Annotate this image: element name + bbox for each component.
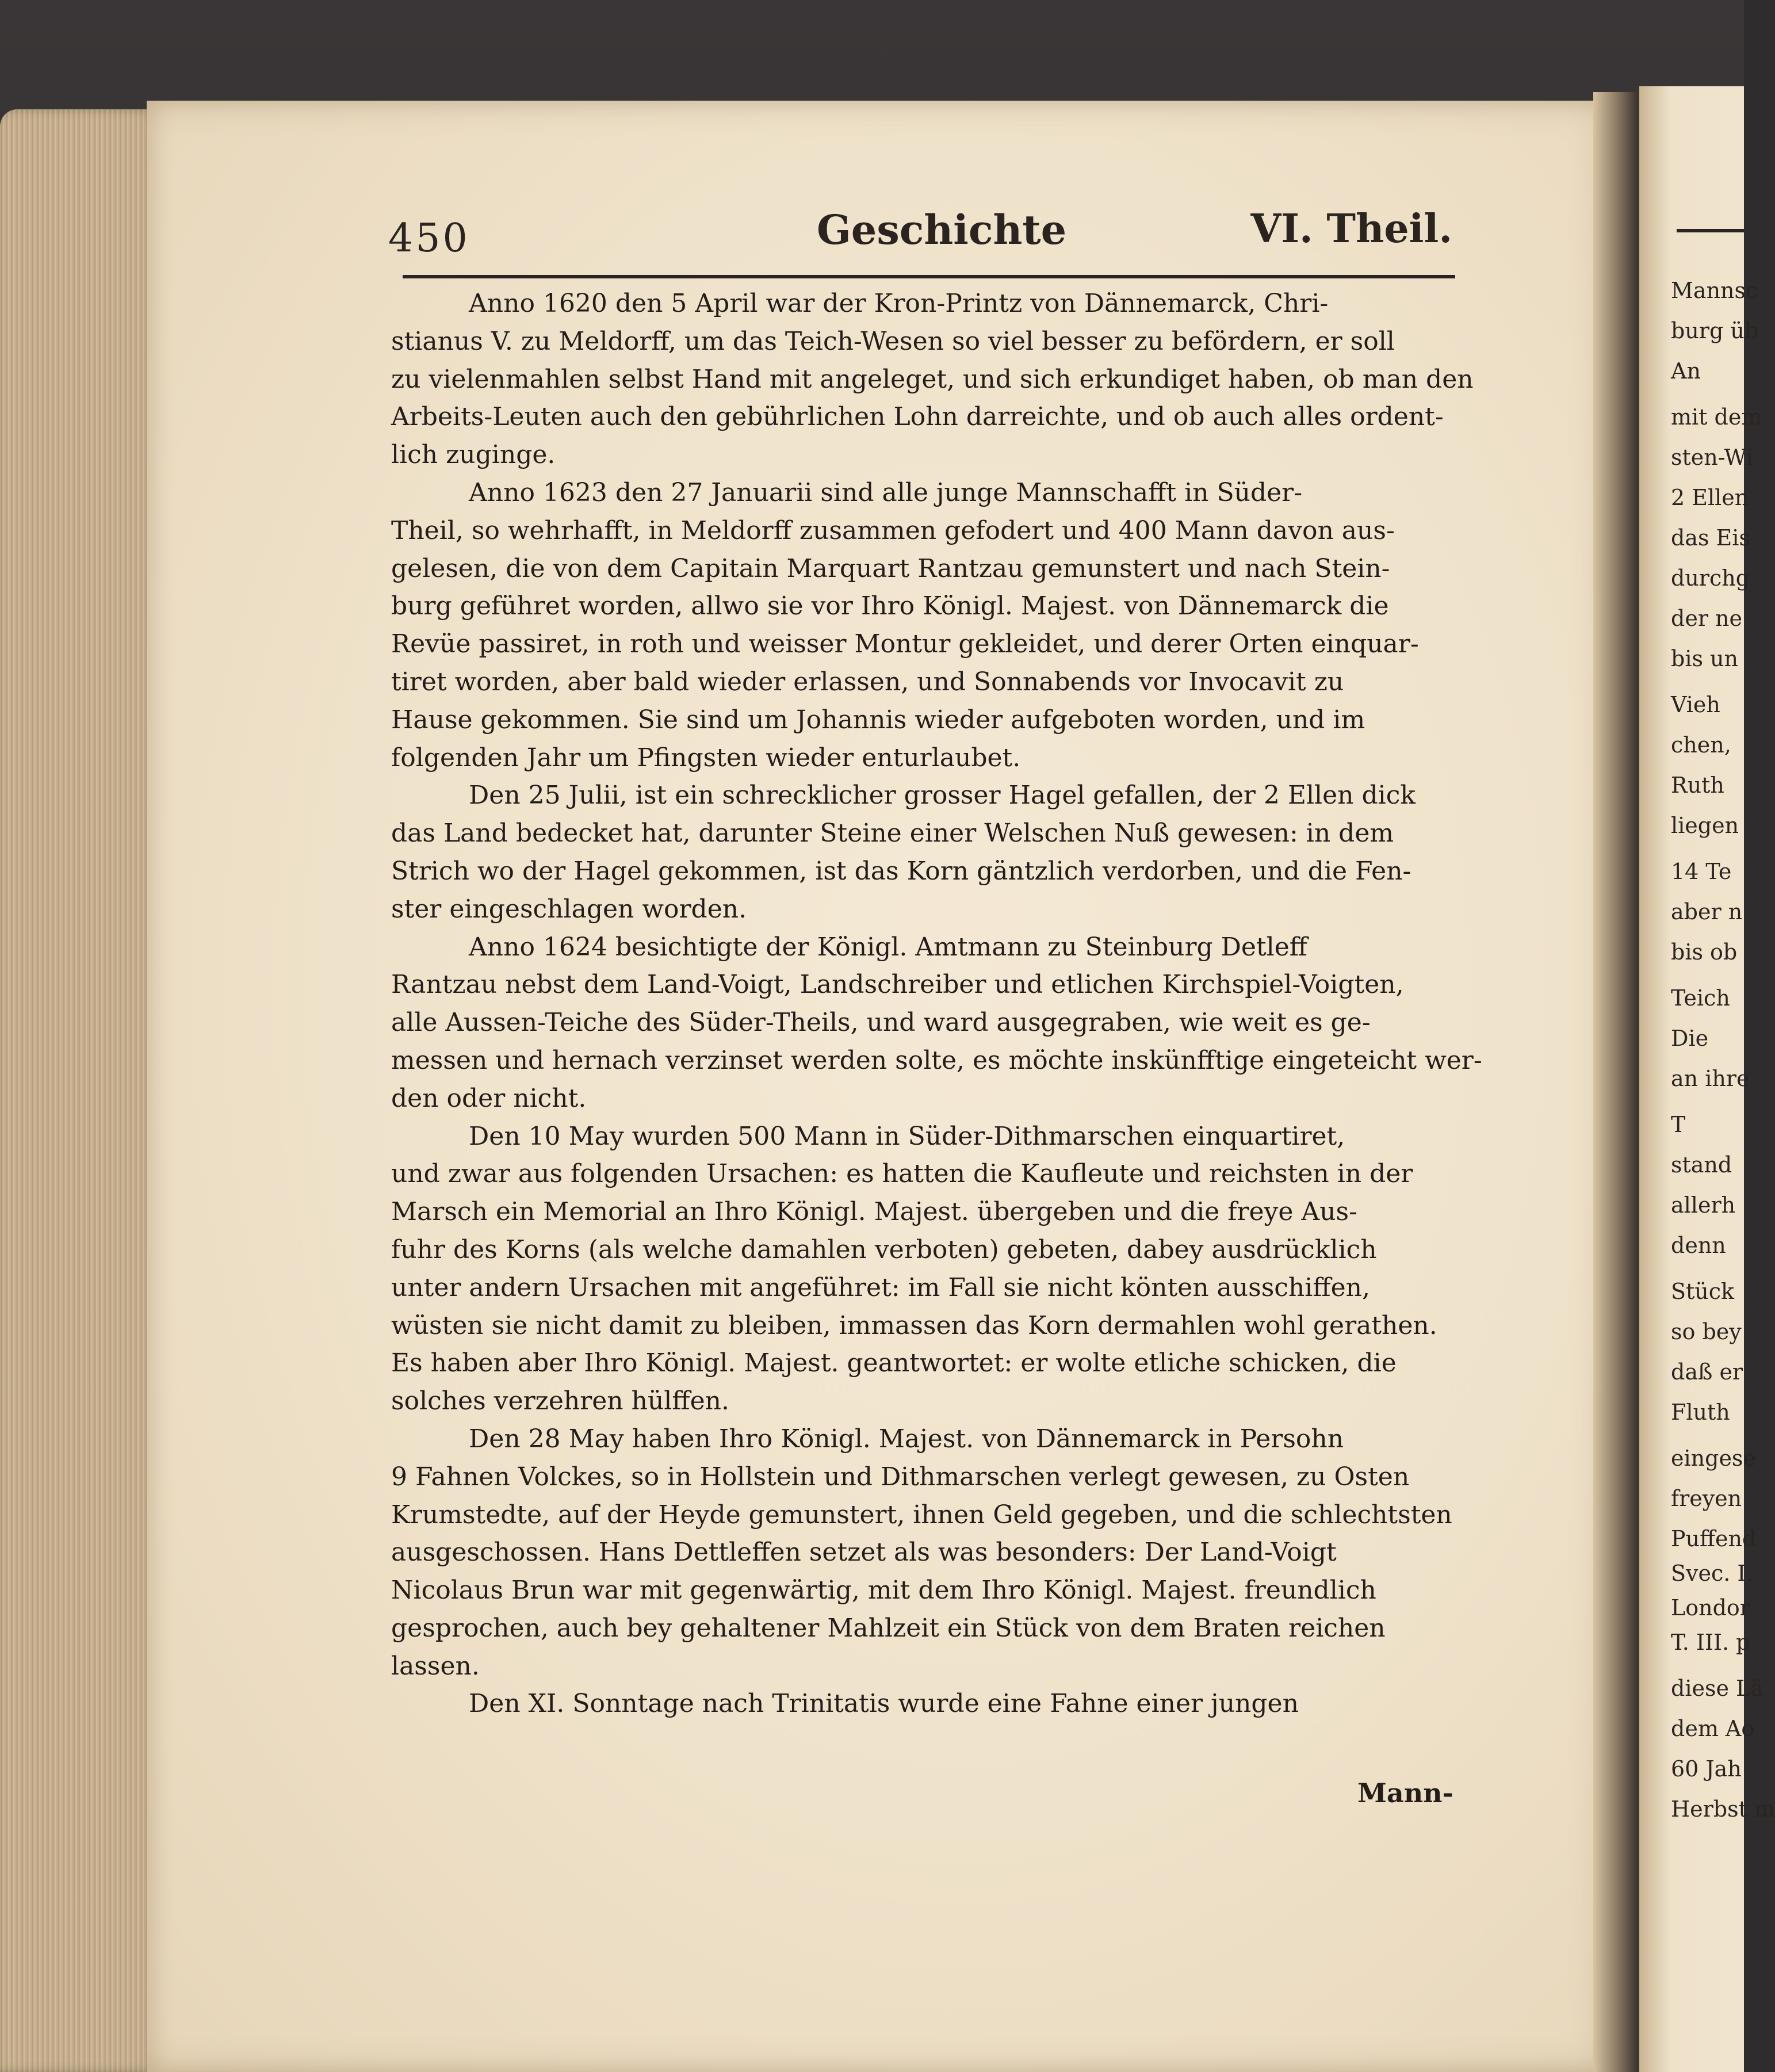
text-line: fuhr des Korns (als welche damahlen verboten) gebeten, dabey ausdrücklich xyxy=(391,1234,1377,1264)
text-line: wüsten sie nicht damit zu bleiben, immassen das Korn dermahlen wohl gerathen. xyxy=(391,1310,1437,1340)
facing-line: freyen xyxy=(1671,1486,1742,1511)
text-line: Hause gekommen. Sie sind um Johannis wieder aufgeboten worden, und im xyxy=(391,705,1365,735)
text-line: folgenden Jahr um Pfingsten wieder enturlaubet. xyxy=(391,743,1021,773)
text-line: alle Aussen-Teiche des Süder-Theils, und ward ausgegraben, wie weit es ge- xyxy=(391,1008,1371,1038)
facing-line: so bey xyxy=(1671,1319,1742,1344)
text-line: Marsch ein Memorial an Ihro Königl. Majest. übergeben und die freye Aus- xyxy=(391,1197,1357,1227)
facing-line: Londor xyxy=(1671,1595,1750,1620)
text-line: Es haben aber Ihro Königl. Majest. geantwortet: er wolte etliche schicken, die xyxy=(391,1348,1397,1378)
text-line: den oder nicht. xyxy=(391,1083,587,1113)
page-header xyxy=(388,201,1452,261)
facing-line: Mannsc xyxy=(1671,278,1758,303)
facing-line: das Eis xyxy=(1671,525,1750,551)
text-line: und zwar aus folgenden Ursachen: es hatten die Kaufleute und reichsten in der xyxy=(391,1159,1413,1189)
text-line: zu vielenmahlen selbst Hand mit angeleget, und sich erkundiget haben, ob man den xyxy=(391,364,1474,394)
facing-line: Teich xyxy=(1671,985,1730,1011)
facing-line: chen, xyxy=(1671,732,1731,758)
text-line: unter andern Ursachen mit angeführet: im Fall sie nicht könten ausschiffen, xyxy=(391,1272,1370,1302)
facing-line: liegen xyxy=(1671,813,1739,838)
facing-line: daß er xyxy=(1671,1359,1743,1385)
facing-line: durchg xyxy=(1671,565,1750,591)
facing-line: An xyxy=(1671,358,1701,384)
text-line: Nicolaus Brun war mit gegenwärtig, mit dem Ihro Königl. Majest. freundlich xyxy=(391,1576,1376,1605)
text-line: Rantzau nebst dem Land-Voigt, Landschreiber und etlichen Kirchspiel-Voigten, xyxy=(391,970,1404,1000)
text-line: lich zuginge. xyxy=(391,440,556,470)
facing-line: burg üb xyxy=(1671,318,1759,343)
facing-line: T. III. p xyxy=(1671,1630,1750,1655)
part-label: VI. Theil. xyxy=(1250,206,1452,252)
catchword: Mann- xyxy=(1357,1777,1453,1809)
facing-line: Herbst m xyxy=(1671,1796,1775,1822)
text-line: Den XI. Sonntage nach Trinitatis wurde eine Fahne einer jungen xyxy=(469,1689,1299,1719)
facing-line: diese Lä xyxy=(1671,1676,1763,1701)
facing-line: mit dem xyxy=(1671,404,1762,430)
text-line: Krumstedte, auf der Heyde gemunstert, ihnen Geld gegeben, und die schlechtsten xyxy=(391,1500,1452,1530)
text-line: gesprochen, auch bey gehaltener Mahlzeit ein Stück von dem Braten reichen xyxy=(391,1613,1386,1643)
facing-line: stand xyxy=(1671,1152,1732,1178)
facing-line: 14 Te xyxy=(1671,859,1732,884)
facing-line: bis ob xyxy=(1671,939,1738,965)
text-line: burg geführet worden, allwo sie vor Ihro Königl. Majest. von Dännemarck die xyxy=(391,591,1389,621)
running-title: Geschichte xyxy=(817,206,1067,254)
text-line: Den 25 Julii, ist ein schrecklicher grosser Hagel gefallen, der 2 Ellen dick xyxy=(469,781,1416,811)
facing-line: Die xyxy=(1671,1026,1709,1051)
text-line: ster eingeschlagen worden. xyxy=(391,894,747,924)
facing-line: Fluth xyxy=(1671,1400,1730,1425)
facing-line: an ihre xyxy=(1671,1066,1750,1091)
text-line: solches verzehren hülffen. xyxy=(391,1386,729,1416)
facing-line: der ne xyxy=(1671,606,1743,631)
text-line: Theil, so wehrhafft, in Meldorff zusammen gefodert und 400 Mann davon aus- xyxy=(391,515,1395,545)
facing-line: denn xyxy=(1671,1233,1726,1258)
text-line: Strich wo der Hagel gekommen, ist das Korn gäntzlich verdorben, und die Fen- xyxy=(391,856,1411,886)
facing-line: Stück xyxy=(1671,1279,1735,1304)
text-line: Den 10 May wurden 500 Mann in Süder-Dithmarschen einquartiret, xyxy=(469,1121,1345,1151)
facing-line: dem Ao xyxy=(1671,1716,1755,1741)
page-edges xyxy=(0,109,155,2072)
facing-line: eingese xyxy=(1671,1446,1756,1471)
facing-line: sten-Wi xyxy=(1671,445,1754,470)
text-line: ausgeschossen. Hans Dettleffen setzet als was besonders: Der Land-Voigt xyxy=(391,1538,1337,1568)
facing-line: Puffend xyxy=(1671,1526,1757,1551)
text-line: stianus V. zu Meldorff, um das Teich-Wesen so viel besser zu befördern, er soll xyxy=(391,326,1395,356)
facing-line: Ruth xyxy=(1671,773,1724,798)
facing-line: Svec. I. xyxy=(1671,1561,1753,1586)
text-line: lassen. xyxy=(391,1651,480,1681)
header-rule xyxy=(403,275,1455,278)
facing-line: 60 Jah xyxy=(1671,1756,1742,1782)
text-line: Den 28 May haben Ihro Königl. Majest. von Dännemarck in Persohn xyxy=(469,1424,1344,1454)
facing-line: Vieh xyxy=(1671,692,1720,717)
facing-line: 2 Ellen xyxy=(1671,485,1749,510)
text-line: gelesen, die von dem Capitain Marquart Rantzau gemunstert und nach Stein- xyxy=(391,553,1390,583)
facing-line: bis un xyxy=(1671,646,1739,671)
body-text xyxy=(391,285,1490,1723)
text-line: das Land bedecket hat, darunter Steine einer Welschen Nuß gewesen: in dem xyxy=(391,819,1394,848)
facing-line: T xyxy=(1671,1112,1686,1137)
text-line: messen und hernach verzinset werden solte, es möchte inskünfftige eingeteicht wer- xyxy=(391,1045,1482,1075)
text-line: tiret worden, aber bald wieder erlassen, und Sonnabends vor Invocavit zu xyxy=(391,667,1344,697)
text-line: Anno 1623 den 27 Januarii sind alle junge Mannschafft in Süder- xyxy=(469,477,1303,507)
facing-line: allerh xyxy=(1671,1192,1736,1218)
text-line: Arbeits-Leuten auch den gebührlichen Lohn darreichte, und ob auch alles ordent- xyxy=(391,402,1444,432)
text-line: Revüe passiret, in roth und weisser Montur gekleidet, und derer Orten einquar- xyxy=(391,629,1419,659)
text-line: Anno 1624 besichtigte der Königl. Amtmann zu Steinburg Detleff xyxy=(469,932,1308,962)
text-line: Anno 1620 den 5 April war der Kron-Printz von Dännemarck, Chri- xyxy=(469,289,1329,318)
page-number: 450 xyxy=(388,216,470,261)
text-line: 9 Fahnen Volckes, so in Hollstein und Dithmarschen verlegt gewesen, zu Osten xyxy=(391,1462,1410,1492)
facing-line: aber n xyxy=(1671,899,1743,924)
facing-page-text xyxy=(1671,0,1775,2072)
